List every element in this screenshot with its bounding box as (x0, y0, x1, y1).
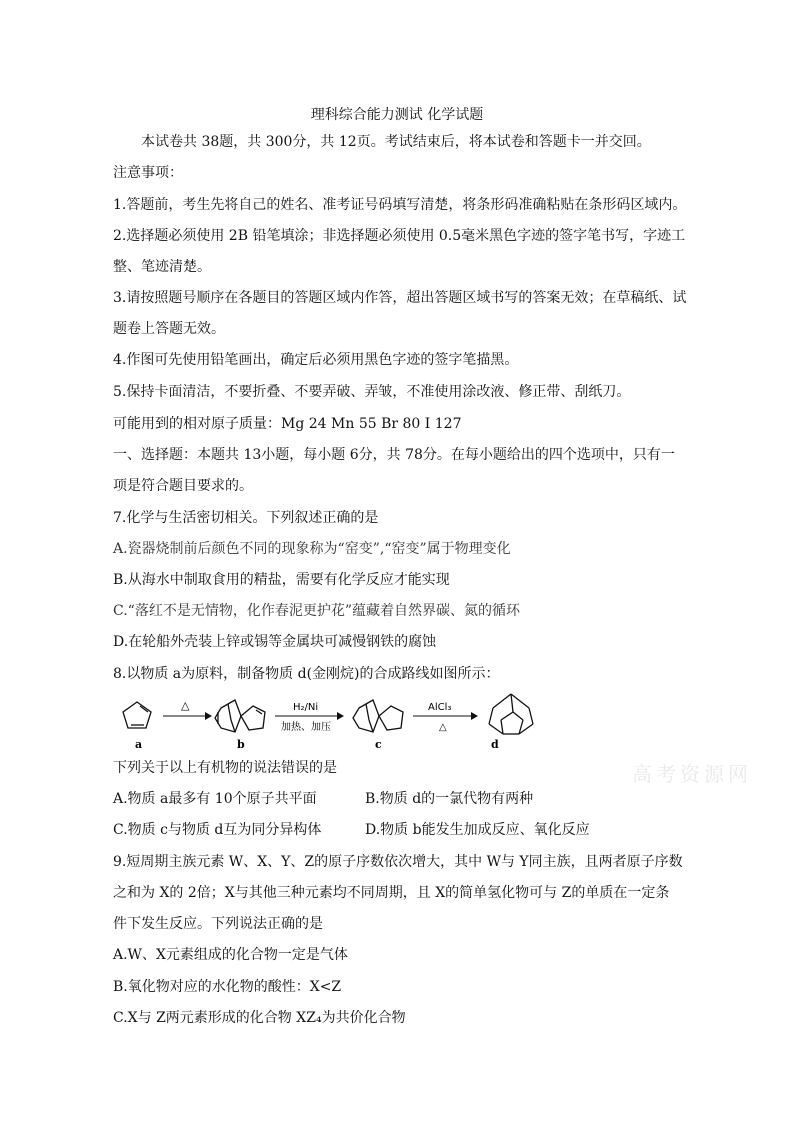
notice-heading: 注意事项： (113, 165, 183, 181)
structure-c (353, 700, 403, 732)
notice-item: 题卷上答题无效。 (113, 321, 225, 337)
label-a: a (135, 738, 143, 751)
q9-stem-line: 之和为 X的 2倍；X与其他三种元素均不同周期，且 X的简单氢化物可与 Z的单质在一定条 (113, 885, 670, 901)
arrow-1 (163, 712, 212, 720)
arrow-2 (275, 712, 344, 720)
notice-item: 3.请按照题号顺序在各题目的答题区域内作答，超出答题区域书写的答案无效；在草稿纸、试 (113, 290, 687, 306)
q9-option-c: C.X与 Z两元素形成的化合物 XZ₄为共价化合物 (113, 1010, 406, 1026)
q8-stem: 8.以物质 a为原料，制备物质 d(金刚烷)的合成路线如图所示： (113, 666, 500, 682)
q9-option-a: A.W、X元素组成的化合物一定是气体 (113, 947, 348, 963)
q7-option-a: A.瓷器烧制前后颜色不同的现象称为“窑变”,“窑变”属于物理变化 (113, 541, 511, 557)
notice-item: 2.选择题必须使用 2B 铅笔填涂；非选择题必须使用 0.5毫米黑色字迹的签字笔书写，字迹工 (113, 228, 686, 244)
synthesis-route-diagram (113, 690, 543, 752)
q8-option-b: B.物质 d的一氯代物有两种 (365, 791, 534, 807)
arrow-3-condition: △ (439, 722, 447, 733)
section-heading-cont: 项是符合题目要求的。 (113, 478, 253, 494)
arrow-2-reagent: H₂/Ni (293, 702, 319, 713)
atomic-masses: 可能用到的相对原子质量：Mg 24 Mn 55 Br 80 I 127 (113, 416, 462, 432)
structure-d (489, 694, 533, 734)
structure-b (215, 700, 265, 732)
notice-item: 4.作图可先使用铅笔画出，确定后必须用黑色字迹的签字笔描黑。 (113, 352, 519, 368)
section-heading: 一、选择题：本题共 13小题，每小题 6分，共 78分。在每小题给出的四个选项中，只有一 (113, 447, 675, 463)
q7-option-b: B.从海水中制取食用的精盐，需要有化学反应才能实现 (113, 572, 450, 588)
label-b: b (237, 738, 245, 751)
label-d: d (491, 738, 499, 751)
q9-stem-line: 件下发生反应。下列说法正确的是 (113, 916, 323, 932)
q9-option-b: B.氧化物对应的水化物的酸性：X<Z (113, 979, 342, 995)
arrow-3 (413, 712, 478, 720)
arrow-1-condition: △ (181, 699, 190, 712)
q8-option-a: A.物质 a最多有 10个原子共平面 (113, 791, 317, 807)
q8-option-c: C.物质 c与物质 d互为同分异构体 (113, 822, 322, 838)
structure-a (123, 702, 151, 728)
q8-option-d: D.物质 b能发生加成反应、氧化反应 (365, 822, 590, 838)
intro-text: 本试卷共 38题，共 300分，共 12页。考试结束后，将本试卷和答题卡一并交回。 (141, 134, 651, 150)
label-c: c (375, 738, 382, 751)
watermark: 高考资源网 (632, 762, 752, 786)
q8-prompt: 下列关于以上有机物的说法错误的是 (113, 760, 337, 776)
notice-item: 1.答题前，考生先将自己的姓名、准考证号码填写清楚，将条形码准确粘贴在条形码区域内。 (113, 197, 687, 213)
notice-item: 整、笔迹清楚。 (113, 259, 211, 275)
arrow-2-condition: 加热、加压 (281, 722, 331, 733)
q7-option-c: C.“落红不是无情物，化作春泥更护花”蕴藏着自然界碳、氮的循环 (113, 603, 520, 619)
q7-stem: 7.化学与生活密切相关。下列叙述正确的是 (113, 510, 379, 526)
arrow-3-reagent: AlCl₃ (428, 702, 452, 713)
page-title: 理科综合能力测试 化学试题 (310, 107, 484, 123)
notice-item: 5.保持卡面清洁，不要折叠、不要弄破、弄皱，不准使用涂改液、修正带、刮纸刀。 (113, 384, 631, 400)
q9-stem-line: 9.短周期主族元素 W、X、Y、Z的原子序数依次增大，其中 W与 Y同主族，且两者原子序数 (113, 854, 683, 870)
q7-option-d: D.在轮船外壳装上锌或锡等金属块可减慢钢铁的腐蚀 (113, 634, 437, 650)
